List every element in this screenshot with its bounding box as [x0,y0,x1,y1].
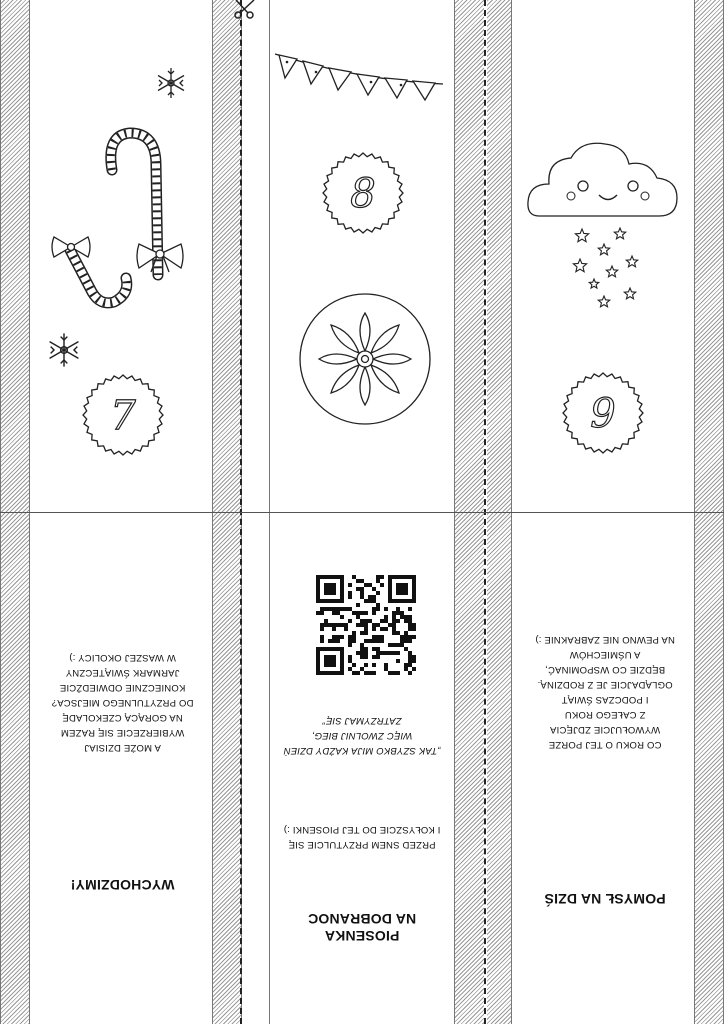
text-line: NA PEWNO NIE ZABRAKNIE :) [535,634,675,645]
flower-icon [298,292,432,426]
day-number: 8 [350,171,376,217]
bow-icon [50,235,92,265]
bunting-icon [273,50,445,105]
panel-body [40,650,205,755]
text-line: ZATRZYMAJ SIĘ” [322,715,402,726]
bow-icon [135,240,185,274]
star-icon [573,259,586,272]
text-line: A MOŻE DZISIAJ [84,742,161,753]
text-line: WYBIERZECIE SIĘ RAZEM [60,727,185,738]
text-line: I KOŁYSZCIE DO TEJ PIOSENKI :) [283,824,441,835]
star-icon [624,288,635,299]
text-line: A UŚMIECHÓW [569,649,641,660]
text-line: NA GORĄCĄ CZEKOLADĘ [62,712,183,723]
text-line: WYWOŁUJCIE ZDJĘCIA [549,724,661,735]
snowflake-icon [153,65,189,101]
snowflake-icon [44,330,84,370]
text-line: Z CAŁEGO ROKU [564,709,646,720]
panel-body [515,632,695,752]
title-line: NA DOBRANOC [307,911,417,927]
text-line: JARMARK ŚWIĄTECZNY [65,667,180,678]
text-line: OGLĄDAJCIE JE Z RODZINĄ. [537,679,673,690]
day-number: 7 [110,393,136,439]
star-icon [626,256,637,267]
number-badge [560,370,646,456]
text-line: BĘDZIE CO WSPOMINAĆ, [544,664,666,675]
fold-line [0,512,724,513]
panel-title [270,910,454,944]
cloud-icon [525,138,681,220]
text-line: W WASZEJ OKOLICY :) [69,652,176,663]
panel-title: WYCHODZIMY! [70,877,175,893]
text-line: KONIECZNIE ODWIEDŹCIE [59,682,186,693]
day-number: 9 [590,391,616,437]
text-line: „TAK SZYBKO MIJA KAŻDY DZIEŃ [283,745,441,756]
number-badge [320,150,406,236]
qr-code-icon [316,575,416,675]
text-line: I PODCZAS ŚWIĄT [561,694,649,705]
star-icon [598,296,609,307]
text-line: DO PRZYTULNEGO MIEJSCA? [51,697,194,708]
title-line: PIOSENKA [324,928,400,944]
star-icon [614,228,625,239]
panel-body [270,822,454,852]
number-badge [80,372,166,458]
text-line: WIĘC ZWOLNIJ BIEG, [311,730,413,741]
star-icon [589,279,599,288]
stars-icon [562,222,652,312]
text-line: CO ROKU O TEJ PORZE [548,739,662,750]
star-icon [598,244,609,255]
star-icon [606,266,617,277]
quote-block [270,713,454,758]
star-icon [575,229,588,242]
scissors-icon [232,0,262,24]
panel-title: POMYSŁ NA DZIŚ [544,891,666,907]
text-line: PRZED SNEM PRZYTULCIE SIĘ [288,839,436,850]
